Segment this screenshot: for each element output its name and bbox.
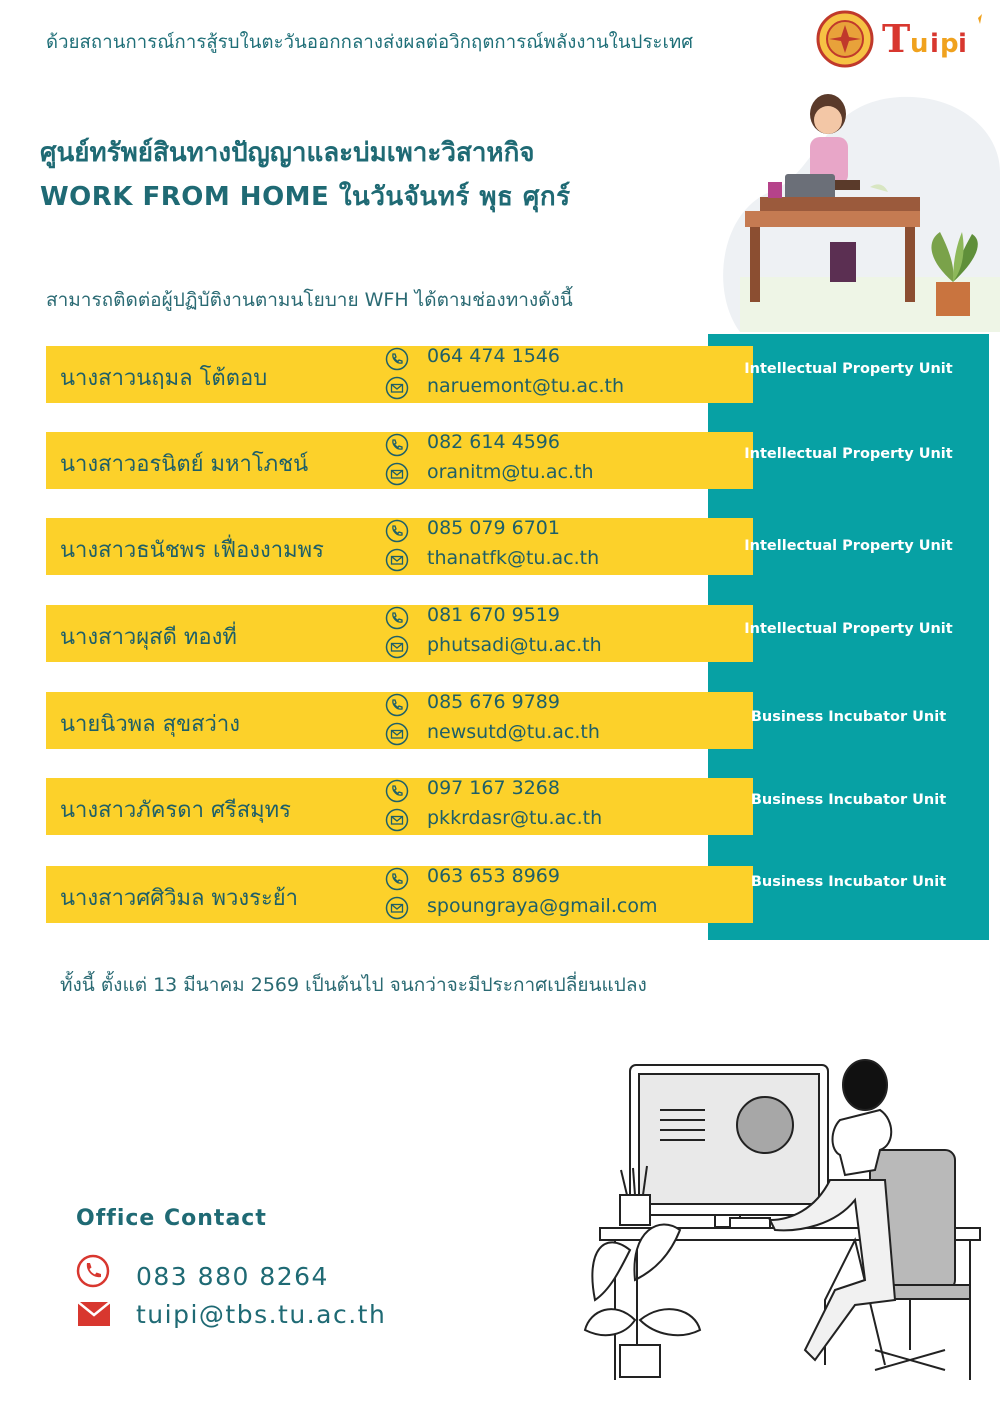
office-phone[interactable]: 083 880 8264 (136, 1262, 329, 1291)
contact-phone[interactable]: 064 474 1546 (427, 345, 560, 367)
contact-name: นายนิวพล สุขสว่าง (60, 712, 240, 737)
man-at-computer-illustration (575, 1050, 990, 1385)
svg-text:p: p (940, 29, 959, 59)
page-title-line1: ศูนย์ทรัพย์สินทางปัญญาและบ่มเพาะวิสาหกิจ (40, 138, 535, 168)
contact-phone[interactable]: 085 676 9789 (427, 691, 560, 713)
office-contact-title: Office Contact (76, 1206, 267, 1231)
tuipi-brand-logo (880, 12, 990, 62)
contact-email[interactable]: naruemont@tu.ac.th (427, 375, 625, 397)
contact-name: นางสาวศศิวิมล พวงระย้า (60, 886, 299, 911)
contact-phone[interactable]: 097 167 3268 (427, 777, 560, 799)
svg-text:i: i (930, 29, 939, 59)
email-icon (385, 896, 409, 920)
contact-email[interactable]: pkkrdasr@tu.ac.th (427, 807, 603, 829)
email-icon (385, 635, 409, 659)
contact-phone[interactable]: 085 079 6701 (427, 517, 560, 539)
svg-text:T: T (882, 16, 911, 61)
phone-icon (385, 606, 409, 630)
contact-email[interactable]: oranitm@tu.ac.th (427, 461, 594, 483)
svg-text:u: u (910, 29, 929, 59)
contact-name: นางสาวภัครดา ศรีสมุทร (60, 798, 291, 823)
contact-email[interactable]: thanatfk@tu.ac.th (427, 547, 600, 569)
contact-phone[interactable]: 063 653 8969 (427, 865, 560, 887)
university-seal-logo (816, 10, 874, 68)
unit-label: Intellectual Property Unit (744, 361, 953, 377)
contact-email[interactable]: phutsadi@tu.ac.th (427, 634, 602, 656)
woman-at-desk-illustration (700, 92, 1000, 332)
svg-text:i: i (958, 29, 967, 59)
contact-row (46, 692, 753, 749)
phone-icon (385, 693, 409, 717)
unit-label: Business Incubator Unit (750, 874, 947, 890)
email-icon (78, 1302, 110, 1326)
contact-email[interactable]: spoungraya@gmail.com (427, 895, 658, 917)
email-icon (385, 462, 409, 486)
phone-icon (385, 347, 409, 371)
phone-icon (76, 1254, 110, 1288)
unit-label: Intellectual Property Unit (744, 446, 953, 462)
unit-label: Intellectual Property Unit (744, 621, 953, 637)
unit-label: Business Incubator Unit (750, 709, 947, 725)
email-icon (385, 722, 409, 746)
unit-label: Intellectual Property Unit (744, 538, 953, 554)
contact-phone[interactable]: 082 614 4596 (427, 431, 560, 453)
email-icon (385, 548, 409, 572)
contact-row (46, 346, 753, 403)
email-icon (385, 376, 409, 400)
phone-icon (385, 867, 409, 891)
office-email[interactable]: tuipi@tbs.tu.ac.th (136, 1300, 387, 1329)
unit-label: Business Incubator Unit (750, 792, 947, 808)
contact-row (46, 605, 753, 662)
phone-icon (385, 519, 409, 543)
effective-date-note: ทั้งนี้ ตั้งแต่ 13 มีนาคม 2569 เป็นต้นไป จนกว่าจะมีประกาศเปลี่ยนแปลง (60, 974, 647, 996)
phone-icon (385, 433, 409, 457)
contact-row (46, 866, 753, 923)
email-icon (385, 808, 409, 832)
contact-phone[interactable]: 081 670 9519 (427, 604, 560, 626)
contact-row (46, 778, 753, 835)
contact-name: นางสาวอรนิตย์ มหาโภชน์ (60, 452, 309, 477)
contact-row (46, 518, 753, 575)
page-title-line2: WORK FROM HOME ในวันจันทร์ พุธ ศุกร์ (40, 182, 571, 212)
top-notice: ด้วยสถานการณ์การสู้รบในตะวันออกกลางส่งผลต่อวิกฤตการณ์พลังงานในประเทศ (46, 32, 694, 53)
contact-row (46, 432, 753, 489)
contact-email[interactable]: newsutd@tu.ac.th (427, 721, 600, 743)
contact-name: นางสาวผุสดี ทองที่ (60, 625, 237, 650)
phone-icon (385, 779, 409, 803)
contact-name: นางสาวนฤมล โต้ตอบ (60, 366, 268, 391)
contact-name: นางสาวธนัชพร เฟื่องงามพร (60, 538, 324, 563)
intro-text: สามารถติดต่อผู้ปฏิบัติงานตามนโยบาย WFH ได้ตามช่องทางดังนี้ (46, 289, 573, 311)
